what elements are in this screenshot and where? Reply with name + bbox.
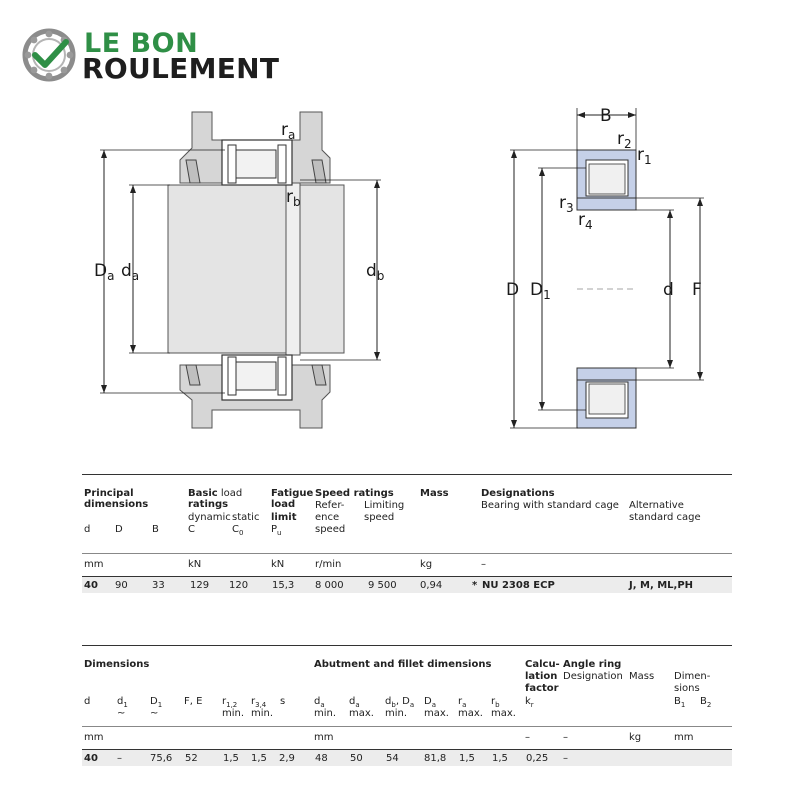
unit2-mm: mm xyxy=(84,732,104,743)
cell2-designation: – xyxy=(563,753,568,764)
hdr-limiting2: speed xyxy=(364,512,395,523)
cell2-dbDa-min: 54 xyxy=(386,753,399,764)
bearing-section-drawing xyxy=(500,100,720,440)
unit2-mm-abutment: mm xyxy=(314,732,334,743)
unit2-dash2: – xyxy=(563,732,568,743)
cell2-FE: 52 xyxy=(185,753,198,764)
hdr2-D1-tilde: ~ xyxy=(150,708,159,719)
unit-mm: mm xyxy=(84,559,104,570)
hdr-reference2: ence xyxy=(315,512,340,523)
hdr2-B1: $B_1$ xyxy=(674,696,686,709)
hdr2-da-min: min. xyxy=(314,708,337,719)
hdr2-d1-tilde: ~ xyxy=(117,708,126,719)
hdr2-d1: $d_1$ xyxy=(117,696,128,709)
hdr-bearing-std-cage: Bearing with standard cage xyxy=(481,500,619,511)
label-ra: $r_a$ xyxy=(281,120,296,142)
hdr-d: d xyxy=(84,524,91,535)
row-shade xyxy=(82,750,732,766)
divider xyxy=(82,553,732,554)
unit2-mm-dims: mm xyxy=(674,732,694,743)
cell2-r12: 1,5 xyxy=(223,753,239,764)
hdr2-s: s xyxy=(280,696,286,707)
hdr2-da2-max: max. xyxy=(349,708,374,719)
hdr-static: static xyxy=(232,512,260,523)
hdr2-FE: F, E xyxy=(184,696,203,707)
label-r4: $r_4$ xyxy=(578,210,593,232)
label-d: d xyxy=(663,280,674,300)
cell2-rb-max: 1,5 xyxy=(492,753,508,764)
divider xyxy=(82,474,732,475)
cell2-s: 2,9 xyxy=(279,753,295,764)
hdr-D: D xyxy=(115,524,123,535)
cell2-d1: – xyxy=(117,753,122,764)
label-r2: $r_2$ xyxy=(617,129,632,151)
unit-kN: kN xyxy=(188,559,202,570)
hdr-limit: limit xyxy=(271,512,297,523)
hdr2-calc1: Calcu- xyxy=(525,659,560,670)
cell-B: 33 xyxy=(152,580,165,591)
hdr-reference3: speed xyxy=(315,524,346,535)
label-rb: $r_b$ xyxy=(286,187,301,209)
hdr-principal: Principal xyxy=(84,488,134,499)
hdr-dimensions: dimensions xyxy=(84,499,149,510)
mounting-drawing-labels xyxy=(90,105,400,435)
hdr-ratings: ratings xyxy=(188,499,229,510)
hdr-reference: Refer- xyxy=(315,500,345,511)
hdr-Pu: $P_u$ xyxy=(271,524,282,537)
hdr2-Da: $D_a$ xyxy=(424,696,436,709)
hdr-load: load xyxy=(271,499,296,510)
hdr-limiting: Limiting xyxy=(364,500,405,511)
hdr2-angle-ring: Angle ring xyxy=(563,659,622,670)
hdr2-r12-min: min. xyxy=(222,708,245,719)
hdr2-da: $d_a$ xyxy=(314,696,325,709)
cell-ref-speed: 8 000 xyxy=(315,580,344,591)
hdr2-r12: $r_{1,2}$ xyxy=(222,696,238,709)
hdr2-calc2: lation xyxy=(525,671,558,682)
hdr2-dbDa-min: min. xyxy=(385,708,408,719)
cell-lim-speed: 9 500 xyxy=(368,580,397,591)
label-D1: $D_1$ xyxy=(530,280,551,302)
logo-line2: ROULEMENT xyxy=(82,52,280,85)
hdr2-calc3: factor xyxy=(525,683,559,694)
hdr2-dbDa: $d_b$, $D_a$ xyxy=(385,696,415,709)
cell2-r34: 1,5 xyxy=(251,753,267,764)
cell2-D1: 75,6 xyxy=(150,753,173,764)
hdr2-dimen1: Dimen- xyxy=(674,671,711,682)
hdr2-abutment: Abutment and fillet dimensions xyxy=(314,659,492,670)
cell-star: * xyxy=(472,580,478,591)
hdr-basic-load: Basic load xyxy=(188,488,243,499)
hdr2-r34-min: min. xyxy=(251,708,274,719)
bearing-check-icon xyxy=(22,28,76,82)
cell-alternative: J, M, ML,PH xyxy=(629,580,694,591)
unit2-kg: kg xyxy=(629,732,642,743)
cell2-d: 40 xyxy=(84,753,98,764)
hdr2-d: d xyxy=(84,696,91,707)
unit-kg: kg xyxy=(420,559,433,570)
hdr2-da2: $d_a$ xyxy=(349,696,360,709)
label-r3: $r_3$ xyxy=(559,193,574,215)
unit-kN-fatigue: kN xyxy=(271,559,285,570)
hdr2-r34: $r_{3,4}$ xyxy=(251,696,267,709)
hdr2-dimensions: Dimensions xyxy=(84,659,150,670)
hdr2-mass: Mass xyxy=(629,671,655,682)
cell-C: 129 xyxy=(190,580,210,591)
label-r1: $r_1$ xyxy=(637,145,652,167)
hdr-speed-ratings: Speed ratings xyxy=(315,488,394,499)
cell2-kr: 0,25 xyxy=(526,753,549,764)
label-Da: $D_a$ xyxy=(94,261,115,283)
hdr2-dimen2: sions xyxy=(674,683,700,694)
divider xyxy=(82,726,732,727)
hdr-mass: Mass xyxy=(420,488,449,499)
cell-C0: 120 xyxy=(229,580,249,591)
hdr2-ra: $r_a$ xyxy=(458,696,467,709)
hdr2-rb: $r_b$ xyxy=(491,696,500,709)
label-db: $d_b$ xyxy=(366,261,385,283)
label-F: F xyxy=(692,280,702,300)
hdr2-rb-max: max. xyxy=(491,708,516,719)
hdr-fatigue: Fatigue xyxy=(271,488,314,499)
logo-line1: LE BON xyxy=(84,28,199,59)
hdr-designations: Designations xyxy=(481,488,555,499)
hdr2-kr: $k_r$ xyxy=(525,696,534,709)
hdr-B: B xyxy=(152,524,159,535)
cell-mass: 0,94 xyxy=(420,580,443,591)
hdr-C0: $C_0$ xyxy=(232,524,244,537)
cell-d: 40 xyxy=(84,580,98,591)
label-B: B xyxy=(600,106,612,126)
cell-D: 90 xyxy=(115,580,128,591)
cell-Pu: 15,3 xyxy=(272,580,295,591)
cell2-ra-max: 1,5 xyxy=(459,753,475,764)
divider xyxy=(82,645,732,646)
hdr-C: C xyxy=(188,524,195,535)
hdr2-designation: Designation xyxy=(563,671,623,682)
hdr-alternative: Alternative xyxy=(629,500,684,511)
unit-rmin: r/min xyxy=(315,559,342,570)
cell2-da-min: 48 xyxy=(315,753,328,764)
label-da: $d_a$ xyxy=(121,261,140,283)
hdr2-D1: $D_1$ xyxy=(150,696,163,709)
hdr2-B2: $B_2$ xyxy=(700,696,712,709)
cell2-Da-max: 81,8 xyxy=(424,753,447,764)
cell-designation: NU 2308 ECP xyxy=(482,580,555,591)
unit-dash: – xyxy=(481,559,486,570)
hdr-dynamic: dynamic xyxy=(188,512,231,523)
hdr2-ra-max: max. xyxy=(458,708,483,719)
hdr2-Da-max: max. xyxy=(424,708,449,719)
hdr-alternative2: standard cage xyxy=(629,512,701,523)
cell2-da-max: 50 xyxy=(350,753,363,764)
unit2-dash1: – xyxy=(525,732,530,743)
label-D: D xyxy=(506,280,520,300)
